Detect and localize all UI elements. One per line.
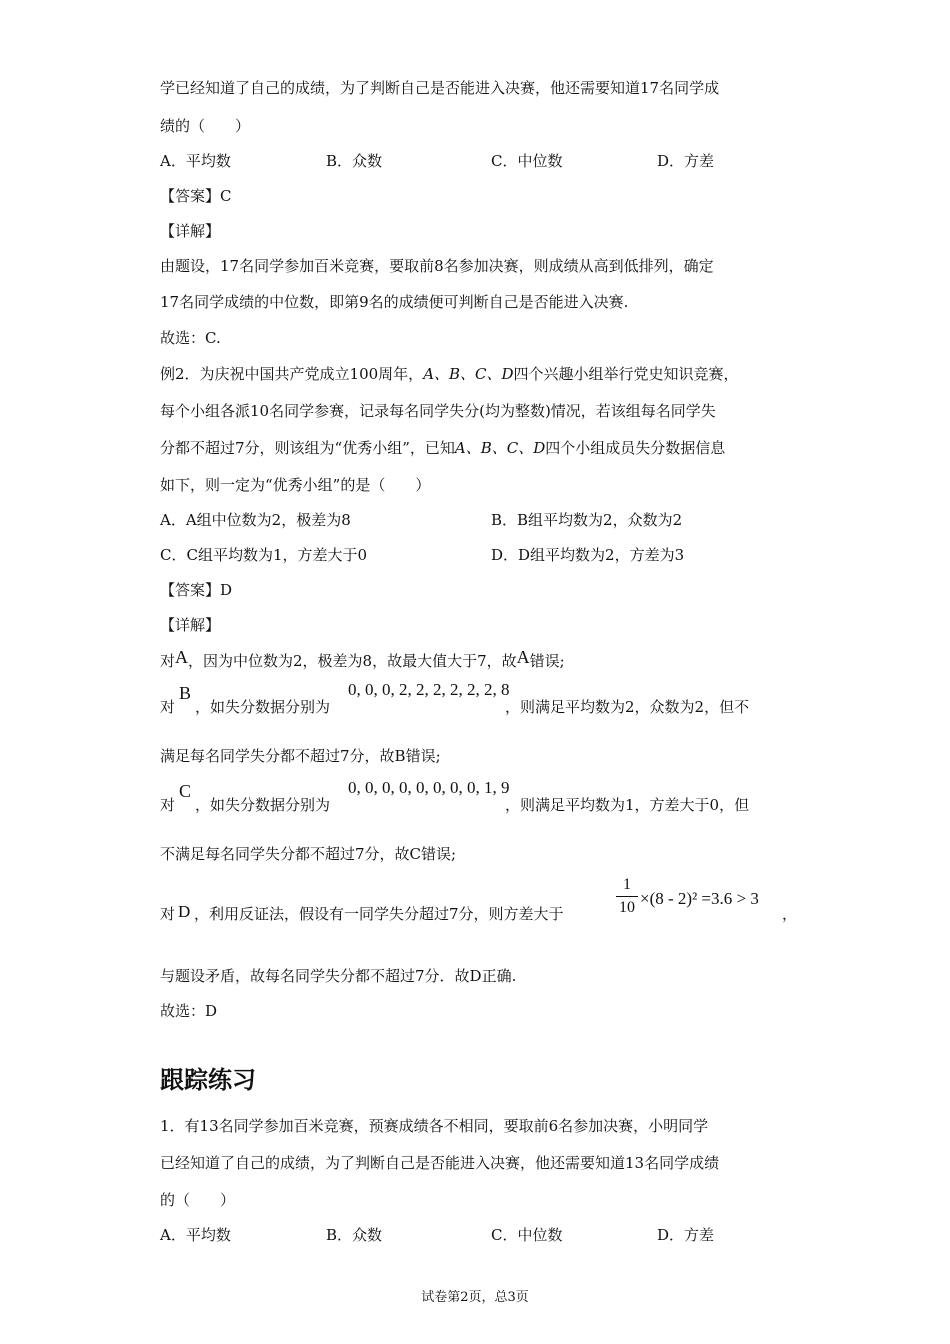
ex2-line-3-b: 四个小组成员失分数据信息 <box>545 439 726 457</box>
detail-b-data: 0, 0, 0, 2, 2, 2, 2, 2, 2, 8 <box>348 680 510 699</box>
ex2-line-3-a: 分都不超过7分，则该组为“优秀小组”，已知 <box>160 439 455 457</box>
q1-option-a: A．平均数 <box>160 152 231 170</box>
detail-c-mid: ，如失分数据分别为 <box>195 796 331 814</box>
ex2-groups-2: A、B、C、D <box>454 439 546 457</box>
practice1-line-1: 1．有13名同学参加百米竞赛，预赛成绩各不相同，要取前6名参加决赛，小明同学 <box>160 1117 709 1135</box>
detail-b-mid: ，如失分数据分别为 <box>195 698 331 716</box>
detail-d-comma: ， <box>782 905 798 923</box>
detail-d-fraction <box>614 876 640 917</box>
ex2-answer: 【答案】D <box>160 581 233 599</box>
q1-detail-label: 【详解】 <box>160 222 221 240</box>
detail-c-pre: 对 <box>160 796 176 814</box>
practice1-line-3: 的（ ） <box>160 1191 236 1209</box>
detail-d-expression: ×(8 - 2)² =3.6 > 3 <box>640 889 759 908</box>
detail-a-text: ，因为中位数为2，极差为8，故最大值大于7，故 <box>188 652 517 670</box>
page-footer: 试卷第2页，总3页 <box>421 1290 529 1305</box>
detail-a-end: 错误; <box>529 652 565 670</box>
q1-choice: 故选：C. <box>160 329 221 347</box>
practice1-option-c: C．中位数 <box>491 1226 563 1244</box>
detail-a-line <box>160 647 565 671</box>
q1-line-2: 绩的（ ） <box>160 117 251 135</box>
q1-line-1: 学已经知道了自己的成绩，为了判断自己是否能进入决赛，他还需要知道17名同学成 <box>160 79 720 97</box>
detail-d-symbol: D <box>178 902 191 921</box>
ex2-line-3 <box>160 438 725 458</box>
ex2-option-d: D．D组平均数为2，方差为3 <box>491 546 685 564</box>
ex2-line-1 <box>160 364 739 384</box>
detail-c-symbol: C <box>179 781 192 801</box>
q1-option-b: B．众数 <box>326 152 383 170</box>
detail-a-symbol-2: A <box>516 647 530 667</box>
section-title: 跟踪练习 <box>160 1066 256 1094</box>
detail-b-line-2: 满足每名同学失分都不超过7分，故B错误; <box>160 747 441 765</box>
ex2-option-c: C．C组平均数为1，方差大于0 <box>160 546 368 564</box>
detail-c-data: 0, 0, 0, 0, 0, 0, 0, 0, 1, 9 <box>348 778 510 797</box>
detail-b-pre: 对 <box>160 698 176 716</box>
detail-b-end: ，则满足平均数为2，众数为2，但不 <box>505 698 750 716</box>
ex2-line-1-a: 例2．为庆祝中国共产党成立100周年， <box>160 365 424 383</box>
detail-c-end: ，则满足平均数为1，方差大于0，但 <box>505 796 750 814</box>
q1-option-d: D．方差 <box>657 152 715 170</box>
ex2-choice: 故选：D <box>160 1002 218 1020</box>
ex2-option-a: A．A组中位数为2，极差为8 <box>160 511 351 529</box>
ex2-line-2: 每个小组各派10名同学参赛，记录每名同学失分(均为整数)情况，若该组每名同学失 <box>160 402 716 420</box>
practice1-option-b: B．众数 <box>326 1226 383 1244</box>
ex2-line-4: 如下，则一定为“优秀小组”的是（ ） <box>160 476 431 494</box>
detail-a-pre: 对 <box>160 652 176 670</box>
practice1-option-a: A．平均数 <box>160 1226 231 1244</box>
practice1-line-2: 已经知道了自己的成绩，为了判断自己是否能进入决赛，他还需要知道13名同学成绩 <box>160 1154 720 1172</box>
detail-b-symbol: B <box>179 683 192 703</box>
q1-detail-line-2: 17名同学成绩的中位数，即第9名的成绩便可判断自己是否能进入决赛. <box>160 293 629 311</box>
q1-option-c: C．中位数 <box>491 152 563 170</box>
q1-detail-line-1: 由题设，17名同学参加百米竞赛，要取前8名参加决赛，则成绩从高到低排列，确定 <box>160 257 714 275</box>
ex2-detail-label: 【详解】 <box>160 616 221 634</box>
detail-d-numerator: 1 <box>623 876 631 893</box>
practice1-option-d: D．方差 <box>657 1226 715 1244</box>
fraction-bar <box>616 896 638 897</box>
detail-d-denominator: 10 <box>619 899 635 916</box>
ex2-line-1-b: 四个兴趣小组举行党史知识竞赛， <box>513 365 739 383</box>
detail-d-pre: 对 <box>160 905 176 923</box>
ex2-option-b: B．B组平均数为2，众数为2 <box>491 511 683 529</box>
detail-a-symbol: A <box>175 647 189 667</box>
ex2-groups-1: A、B、C、D <box>423 365 514 383</box>
detail-c-line-2: 不满足每名同学失分都不超过7分，故C错误; <box>160 845 457 863</box>
q1-answer: 【答案】C <box>160 187 232 205</box>
detail-d-mid: ，利用反证法，假设有一同学失分超过7分，则方差大于 <box>194 905 564 923</box>
detail-d-line-2: 与题设矛盾，故每名同学失分都不超过7分．故D正确. <box>160 967 517 985</box>
